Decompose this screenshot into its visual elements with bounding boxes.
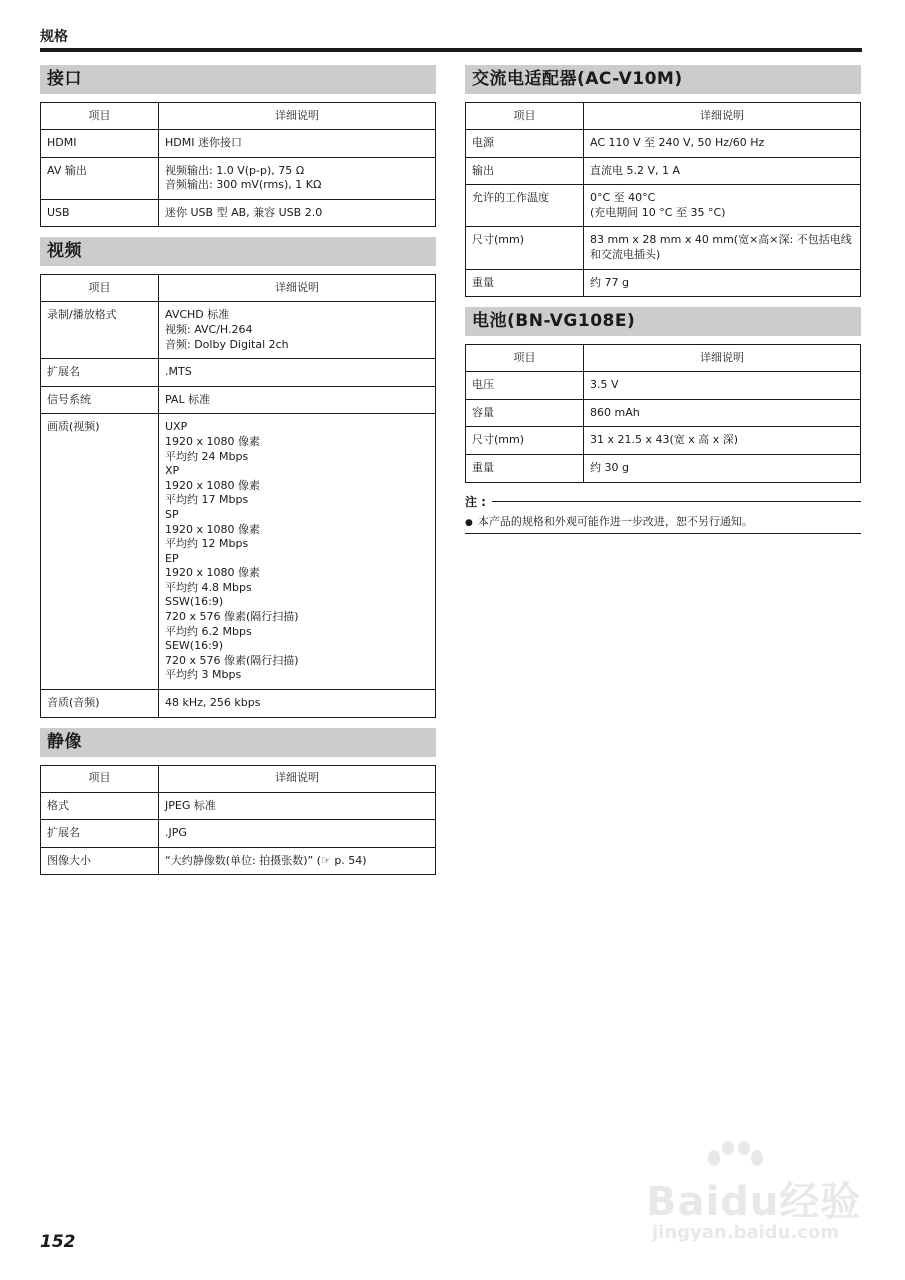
spec-detail-line: 平均约 12 Mbps (165, 537, 249, 551)
spec-detail (159, 130, 436, 158)
table-row (41, 414, 436, 690)
spec-table (40, 274, 436, 717)
page-header (40, 26, 862, 52)
spec-detail (159, 302, 436, 359)
spec-detail-line: PAL 标准 (165, 392, 211, 406)
spec-item: 电压 (466, 372, 584, 400)
spec-detail (159, 820, 436, 848)
table-row (466, 372, 861, 400)
spec-table (40, 102, 436, 227)
table-row (466, 130, 861, 158)
spec-detail-line: 31 x 21.5 x 43(宽 x 高 x 深) (590, 433, 739, 447)
spec-item: 尺寸(mm) (466, 427, 584, 455)
spec-item: 重量 (466, 269, 584, 297)
spec-item: USB (41, 199, 159, 227)
table-row (466, 185, 861, 227)
column-header-item: 项目 (466, 103, 584, 130)
spec-detail-line: UXP (165, 420, 188, 434)
note-label: 注 : (465, 494, 486, 509)
spec-detail-line: 迷你 USB 型 AB, 兼容 USB 2.0 (165, 205, 323, 219)
spec-item: 电源 (466, 130, 584, 158)
column-header-item: 项目 (41, 765, 159, 792)
column-header-detail: 详细说明 (584, 345, 861, 372)
spec-detail (159, 359, 436, 387)
spec-detail (159, 690, 436, 718)
spec-detail-line: .MTS (165, 365, 192, 379)
right-column (465, 65, 861, 534)
section-battery (465, 307, 861, 482)
spec-detail (159, 199, 436, 227)
watermark-url: jingyan.baidu.com (652, 1222, 840, 1243)
note (465, 493, 861, 534)
table-header-row (41, 765, 436, 792)
table-row (466, 157, 861, 185)
column-header-item: 项目 (41, 275, 159, 302)
table-header-row (466, 345, 861, 372)
section-title: 交流电适配器(AC-V10M) (465, 65, 861, 94)
spec-detail-line: 约 77 g (590, 275, 629, 289)
spec-detail-line: 720 x 576 像素(隔行扫描) (165, 653, 299, 667)
spec-item: 信号系统 (41, 386, 159, 414)
page-number: 152 (40, 1232, 76, 1252)
table-row (466, 454, 861, 482)
table-row (41, 157, 436, 199)
note-text: 本产品的规格和外观可能作进一步改进，恕不另行通知。 (477, 514, 753, 528)
spec-detail (584, 157, 861, 185)
section-title: 视频 (40, 237, 436, 266)
spec-detail-line: 平均约 17 Mbps (165, 493, 249, 507)
table-row (41, 359, 436, 387)
spec-item: 扩展名 (41, 820, 159, 848)
spec-detail-line: 3.5 V (590, 378, 619, 392)
spec-detail-line: HDMI 迷你接口 (165, 136, 242, 149)
spec-item: 画质(视频) (41, 414, 159, 690)
column-header-detail: 详细说明 (159, 103, 436, 130)
spec-item: 尺寸(mm) (466, 227, 584, 269)
spec-detail (584, 227, 861, 269)
spec-detail (584, 427, 861, 455)
table-row (466, 427, 861, 455)
spec-detail-line: 1920 x 1080 像素 (165, 434, 260, 448)
table-row (41, 386, 436, 414)
section-title: 电池(BN-VG108E) (465, 307, 861, 336)
spec-detail-line: 860 mAh (590, 405, 640, 419)
spec-detail-line: AC 110 V 至 240 V, 50 Hz/60 Hz (590, 136, 765, 149)
table-row (41, 302, 436, 359)
column-header-detail: 详细说明 (584, 103, 861, 130)
spec-detail-line: SEW(16:9) (165, 639, 224, 653)
spec-detail-line: 和交流电插头) (590, 247, 661, 261)
spec-detail-line: 0°C 至 40°C (590, 191, 656, 205)
spec-detail-line: 音频输出: 300 mV(rms), 1 KΩ (165, 178, 322, 192)
spec-detail-line: SSW(16:9) (165, 595, 224, 609)
spec-detail-line: 视频输出: 1.0 V(p-p), 75 Ω (165, 163, 305, 177)
spec-detail (584, 130, 861, 158)
spec-item: 音质(音频) (41, 690, 159, 718)
table-header-row (41, 275, 436, 302)
spec-detail-line: 1920 x 1080 像素 (165, 522, 260, 536)
table-row (41, 130, 436, 158)
spec-table (465, 102, 861, 297)
spec-detail-line: JPEG 标准 (165, 798, 216, 812)
section-ac-adapter (465, 65, 861, 297)
spec-detail-line: AVCHD 标准 (165, 308, 230, 322)
section-interface (40, 65, 436, 227)
note-body (465, 510, 861, 534)
section-title: 静像 (40, 728, 436, 757)
spec-detail-line: SP (165, 507, 179, 521)
spec-detail-line: 平均约 24 Mbps (165, 449, 249, 463)
spec-detail (159, 792, 436, 820)
spec-table (40, 765, 436, 876)
spec-detail-line: 平均约 4.8 Mbps (165, 580, 252, 594)
spec-table (465, 344, 861, 482)
watermark-brand: Baidu经验 (646, 1179, 862, 1225)
spec-detail-line: 1920 x 1080 像素 (165, 478, 260, 492)
table-header-row (466, 103, 861, 130)
spec-detail-line: XP (165, 464, 180, 478)
spec-item: HDMI (41, 130, 159, 158)
table-row (41, 847, 436, 875)
spec-detail-line: (充电期间 10 °C 至 35 °C) (590, 205, 726, 219)
column-header-item: 项目 (41, 103, 159, 130)
spec-detail-line: 平均约 6.2 Mbps (165, 624, 252, 638)
spec-detail (584, 185, 861, 227)
spec-detail-line: 平均约 3 Mbps (165, 668, 242, 682)
spec-detail (159, 847, 436, 875)
table-row (41, 820, 436, 848)
spec-detail-line: EP (165, 551, 179, 565)
section-still (40, 728, 436, 876)
spec-detail (584, 454, 861, 482)
spec-detail (159, 414, 436, 690)
table-header-row (41, 103, 436, 130)
section-video (40, 237, 436, 717)
left-column (40, 65, 436, 885)
spec-detail-line: “大约静像数(单位: 拍摄张数)” (☞ p. 54) (165, 853, 367, 867)
spec-item: 图像大小 (41, 847, 159, 875)
spec-item: 输出 (466, 157, 584, 185)
spec-detail-line: 直流电 5.2 V, 1 A (590, 163, 681, 177)
spec-detail-line: 720 x 576 像素(隔行扫描) (165, 610, 299, 624)
note-header (465, 493, 861, 510)
note-rule (492, 501, 861, 502)
spec-detail-line: 83 mm x 28 mm x 40 mm(宽×高×深: 不包括电线 (590, 233, 852, 247)
spec-item: 容量 (466, 399, 584, 427)
spec-detail (584, 399, 861, 427)
spec-item: 允许的工作温度 (466, 185, 584, 227)
bullet-icon: ● (465, 517, 473, 528)
column-header-item: 项目 (466, 345, 584, 372)
table-row (466, 399, 861, 427)
page-header-title: 规格 (40, 29, 68, 45)
table-row (41, 199, 436, 227)
watermark (638, 1140, 868, 1260)
spec-detail (584, 372, 861, 400)
spec-item: 重量 (466, 454, 584, 482)
spec-detail-line: 1920 x 1080 像素 (165, 566, 260, 580)
spec-detail (159, 386, 436, 414)
table-row (466, 227, 861, 269)
table-row (41, 792, 436, 820)
spec-item: 录制/播放格式 (41, 302, 159, 359)
spec-item: 格式 (41, 792, 159, 820)
section-title: 接口 (40, 65, 436, 94)
spec-detail (159, 157, 436, 199)
spec-detail-line: 视频: AVC/H.264 (165, 322, 253, 336)
spec-detail-line: 音频: Dolby Digital 2ch (165, 337, 289, 351)
spec-detail-line: 48 kHz, 256 kbps (165, 696, 261, 710)
spec-item: AV 输出 (41, 157, 159, 199)
table-row (466, 269, 861, 297)
spec-detail-line: 约 30 g (590, 460, 629, 474)
column-header-detail: 详细说明 (159, 275, 436, 302)
spec-item: 扩展名 (41, 359, 159, 387)
spec-detail (584, 269, 861, 297)
spec-detail-line: .JPG (165, 826, 187, 840)
column-header-detail: 详细说明 (159, 765, 436, 792)
table-row (41, 690, 436, 718)
